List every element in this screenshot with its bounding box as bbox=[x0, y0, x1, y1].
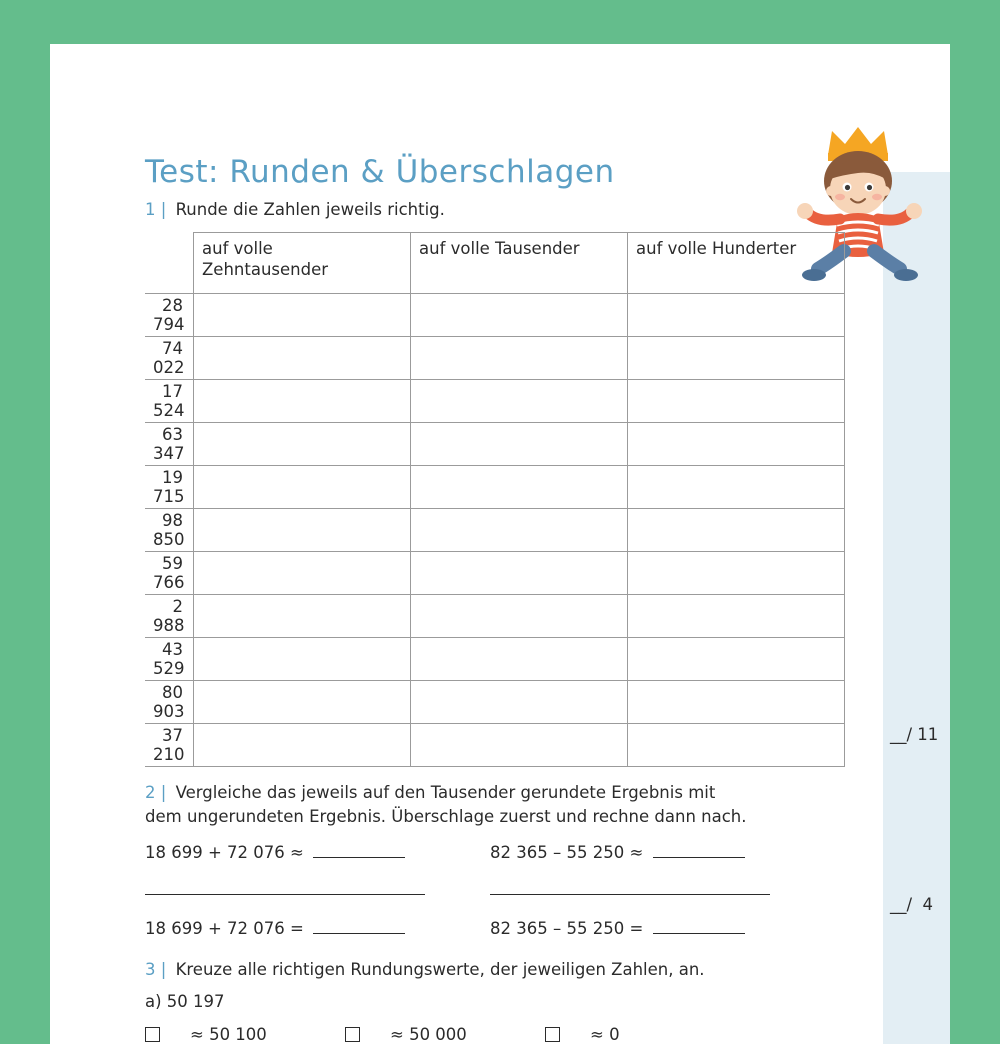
row-number: 43 529 bbox=[145, 637, 194, 680]
task-1-score: __/ 11 bbox=[890, 725, 939, 744]
answer-cell[interactable] bbox=[194, 680, 411, 723]
table-row bbox=[145, 723, 845, 766]
task-2-score: __/ 4 bbox=[890, 895, 934, 914]
task-2-exact-left bbox=[145, 919, 490, 938]
exact-answer-blank-1[interactable] bbox=[313, 919, 405, 934]
row-number: 74 022 bbox=[145, 336, 194, 379]
answer-cell[interactable] bbox=[411, 551, 628, 594]
answer-cell[interactable] bbox=[194, 508, 411, 551]
choice-option[interactable] bbox=[345, 1025, 545, 1044]
answer-cell[interactable] bbox=[411, 465, 628, 508]
task-2-work-row bbox=[145, 880, 860, 899]
table-row bbox=[145, 508, 845, 551]
answer-cell[interactable] bbox=[411, 508, 628, 551]
answer-cell[interactable] bbox=[628, 465, 845, 508]
answer-cell[interactable] bbox=[628, 508, 845, 551]
table-row bbox=[145, 293, 845, 336]
table-row bbox=[145, 594, 845, 637]
checkbox-icon[interactable] bbox=[145, 1027, 160, 1042]
exact-answer-blank-2[interactable] bbox=[653, 919, 745, 934]
task-1-text: Runde die Zahlen jeweils richtig. bbox=[175, 200, 445, 219]
answer-cell[interactable] bbox=[411, 293, 628, 336]
table-row bbox=[145, 379, 845, 422]
work-blank-2[interactable] bbox=[490, 880, 770, 895]
answer-cell[interactable] bbox=[194, 551, 411, 594]
task-3-item-a: a) 50 197 bbox=[145, 991, 225, 1011]
approx-expression-2: 82 365 – 55 250 ≈ bbox=[490, 842, 644, 862]
answer-cell[interactable] bbox=[628, 422, 845, 465]
answer-cell[interactable] bbox=[194, 594, 411, 637]
row-number: 28 794 bbox=[145, 293, 194, 336]
row-number: 19 715 bbox=[145, 465, 194, 508]
task-2-exact-right bbox=[490, 919, 835, 938]
answer-cell[interactable] bbox=[194, 336, 411, 379]
task-2-text-line2: dem ungerundeten Ergebnis. Überschlage zuerst und rechne dann nach. bbox=[145, 806, 747, 826]
task-2-number: 2 | bbox=[145, 782, 167, 802]
answer-cell[interactable] bbox=[194, 293, 411, 336]
rounding-table bbox=[145, 232, 845, 767]
task-2-text-line1: Vergleiche das jeweils auf den Tausender gerundete Ergebnis mit bbox=[175, 782, 716, 802]
answer-cell[interactable] bbox=[194, 637, 411, 680]
answer-cell[interactable] bbox=[411, 422, 628, 465]
task-3-instruction bbox=[145, 958, 860, 982]
header-tausender: auf volle Tausender bbox=[411, 232, 628, 293]
page-title: Test: Runden & Überschlagen bbox=[145, 154, 615, 190]
task-2-work-left bbox=[145, 880, 490, 899]
header-zehntausender: auf volle Zehntausender bbox=[194, 232, 411, 293]
task-2-approx-left bbox=[145, 843, 490, 862]
choice-label: ≈ 50 000 bbox=[390, 1024, 467, 1044]
table-row bbox=[145, 336, 845, 379]
choice-option[interactable] bbox=[545, 1025, 745, 1044]
answer-cell[interactable] bbox=[411, 336, 628, 379]
worksheet-page bbox=[50, 44, 950, 1044]
table-corner-cell bbox=[145, 232, 194, 293]
exact-expression-2: 82 365 – 55 250 = bbox=[490, 918, 644, 938]
approx-answer-blank-1[interactable] bbox=[313, 843, 405, 858]
task-3-number: 3 | bbox=[145, 959, 167, 979]
choice-label: ≈ 50 100 bbox=[190, 1024, 267, 1044]
answer-cell[interactable] bbox=[194, 723, 411, 766]
answer-cell[interactable] bbox=[628, 551, 845, 594]
task-2-exact-row bbox=[145, 919, 860, 938]
task-3-choices-a bbox=[145, 1025, 860, 1044]
choice-label: ≈ 0 bbox=[590, 1024, 620, 1044]
row-number: 63 347 bbox=[145, 422, 194, 465]
task-2-work-right bbox=[490, 880, 835, 899]
table-row bbox=[145, 680, 845, 723]
answer-cell[interactable] bbox=[628, 637, 845, 680]
answer-cell[interactable] bbox=[411, 637, 628, 680]
row-number: 98 850 bbox=[145, 508, 194, 551]
answer-cell[interactable] bbox=[194, 465, 411, 508]
answer-cell[interactable] bbox=[628, 680, 845, 723]
row-number: 59 766 bbox=[145, 551, 194, 594]
checkbox-icon[interactable] bbox=[545, 1027, 560, 1042]
worksheet-content bbox=[145, 154, 860, 1044]
answer-cell[interactable] bbox=[628, 336, 845, 379]
answer-cell[interactable] bbox=[411, 379, 628, 422]
answer-cell[interactable] bbox=[628, 723, 845, 766]
table-row bbox=[145, 637, 845, 680]
header-hunderter: auf volle Hunderter bbox=[628, 232, 845, 293]
checkbox-icon[interactable] bbox=[345, 1027, 360, 1042]
task-2-instruction bbox=[145, 781, 860, 829]
task-2-approx-row bbox=[145, 843, 860, 862]
answer-cell[interactable] bbox=[628, 293, 845, 336]
task-3-text: Kreuze alle richtigen Rundungswerte, der jeweiligen Zahlen, an. bbox=[175, 959, 705, 979]
answer-cell[interactable] bbox=[411, 723, 628, 766]
task-2-approx-right bbox=[490, 843, 835, 862]
answer-cell[interactable] bbox=[411, 594, 628, 637]
row-number: 80 903 bbox=[145, 680, 194, 723]
task-1-number: 1 | bbox=[145, 200, 167, 219]
approx-answer-blank-2[interactable] bbox=[653, 843, 745, 858]
table-header-row bbox=[145, 232, 845, 293]
row-number: 17 524 bbox=[145, 379, 194, 422]
answer-cell[interactable] bbox=[194, 379, 411, 422]
approx-expression-1: 18 699 + 72 076 ≈ bbox=[145, 842, 304, 862]
table-row bbox=[145, 422, 845, 465]
table-row bbox=[145, 551, 845, 594]
exact-expression-1: 18 699 + 72 076 = bbox=[145, 918, 304, 938]
row-number: 37 210 bbox=[145, 723, 194, 766]
row-number: 2 988 bbox=[145, 594, 194, 637]
answer-cell[interactable] bbox=[194, 422, 411, 465]
table-row bbox=[145, 465, 845, 508]
task-1-instruction bbox=[145, 198, 860, 222]
choice-option[interactable] bbox=[145, 1025, 345, 1044]
work-blank-1[interactable] bbox=[145, 880, 425, 895]
answer-cell[interactable] bbox=[628, 594, 845, 637]
answer-cell[interactable] bbox=[628, 379, 845, 422]
answer-cell[interactable] bbox=[411, 680, 628, 723]
